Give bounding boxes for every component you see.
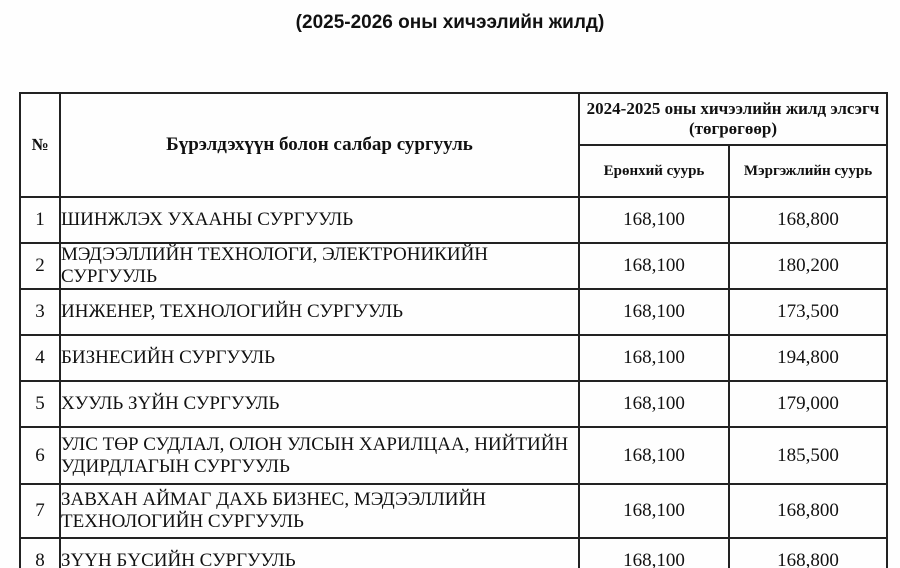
school-name: ЗҮҮН БҮСИЙН СУРГУУЛЬ	[60, 538, 579, 568]
specialized-base-fee: 194,800	[729, 335, 887, 381]
table-row	[20, 427, 887, 484]
row-number: 7	[20, 484, 60, 538]
school-name: ЗАВХАН АЙМАГ ДАХЬ БИЗНЕС, МЭДЭЭЛЛИЙН ТЕХНОЛОГИЙН СУРГУУЛЬ	[60, 484, 579, 538]
specialized-base-fee: 173,500	[729, 289, 887, 335]
header-general-base: Ерөнхий суурь	[579, 145, 729, 197]
school-name: ИНЖЕНЕР, ТЕХНОЛОГИЙН СУРГУУЛЬ	[60, 289, 579, 335]
general-base-fee: 168,100	[579, 484, 729, 538]
row-number: 1	[20, 197, 60, 243]
specialized-base-fee: 179,000	[729, 381, 887, 427]
document-subtitle: (2025-2026 оны хичээлийн жилд)	[295, 12, 605, 33]
row-number: 2	[20, 243, 60, 289]
row-number: 5	[20, 381, 60, 427]
school-name: МЭДЭЭЛЛИЙН ТЕХНОЛОГИ, ЭЛЕКТРОНИКИЙН СУРГУУЛЬ	[60, 243, 579, 289]
table-row	[20, 197, 887, 243]
specialized-base-fee: 168,800	[729, 484, 887, 538]
table-row	[20, 381, 887, 427]
tuition-table	[19, 92, 888, 568]
table-header	[20, 93, 887, 197]
row-number: 8	[20, 538, 60, 568]
general-base-fee: 168,100	[579, 427, 729, 484]
header-number: №	[20, 93, 60, 197]
table-body	[20, 197, 887, 568]
general-base-fee: 168,100	[579, 243, 729, 289]
row-number: 4	[20, 335, 60, 381]
specialized-base-fee: 185,500	[729, 427, 887, 484]
table-row	[20, 289, 887, 335]
table-row	[20, 335, 887, 381]
school-name: УЛС ТӨР СУДЛАЛ, ОЛОН УЛСЫН ХАРИЛЦАА, НИЙТИЙН УДИРДЛАГЫН СУРГУУЛЬ	[60, 427, 579, 484]
row-number: 6	[20, 427, 60, 484]
general-base-fee: 168,100	[579, 538, 729, 568]
school-name: ХУУЛЬ ЗҮЙН СУРГУУЛЬ	[60, 381, 579, 427]
row-number: 3	[20, 289, 60, 335]
table-row	[20, 484, 887, 538]
school-name: БИЗНЕСИЙН СУРГУУЛЬ	[60, 335, 579, 381]
general-base-fee: 168,100	[579, 381, 729, 427]
general-base-fee: 168,100	[579, 289, 729, 335]
header-school-name: Бүрэлдэхүүн болон салбар сургууль	[60, 93, 579, 197]
specialized-base-fee: 168,800	[729, 197, 887, 243]
header-specialized-base: Мэргэжлийн суурь	[729, 145, 887, 197]
table-row	[20, 538, 887, 568]
table-row	[20, 243, 887, 289]
specialized-base-fee: 168,800	[729, 538, 887, 568]
header-year-group: 2024-2025 оны хичээлийн жилд элсэгч (төгрөгөөр)	[579, 93, 887, 145]
general-base-fee: 168,100	[579, 335, 729, 381]
school-name: ШИНЖЛЭХ УХААНЫ СУРГУУЛЬ	[60, 197, 579, 243]
specialized-base-fee: 180,200	[729, 243, 887, 289]
general-base-fee: 168,100	[579, 197, 729, 243]
